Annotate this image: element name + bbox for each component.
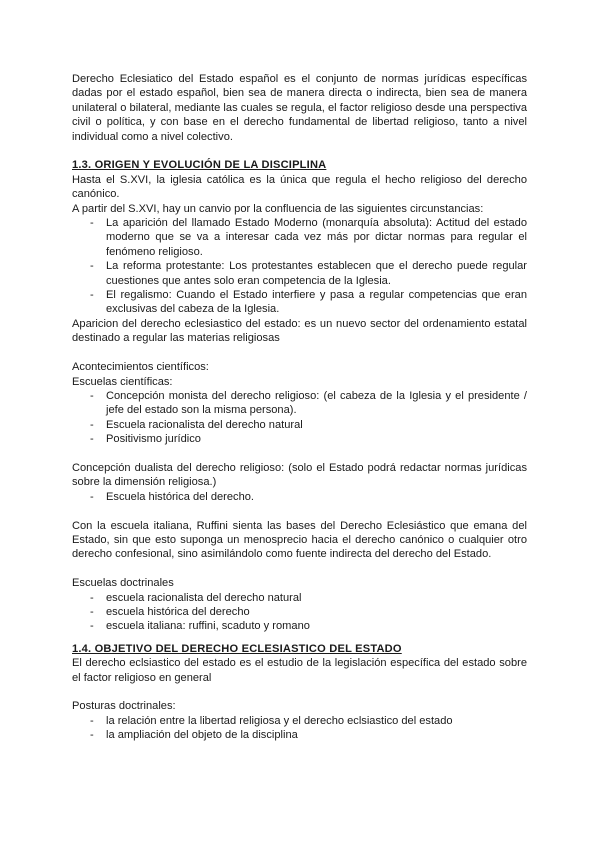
paragraph-a-partir: A partir del S.XVI, hay un canvio por la confluencia de las siguientes circunstancias: xyxy=(72,202,484,215)
list-item: - Concepción monista del derecho religioso: (el cabeza de la Iglesia y el presidente / jefe del estado son la misma persona). xyxy=(106,389,527,418)
circumstances-list xyxy=(72,216,527,317)
list-item: - El regalismo: Cuando el Estado interfiere y pasa a regular competencias que eran exclusivas del cabeza de la Iglesia. xyxy=(106,288,527,317)
scientific-schools-list xyxy=(72,389,527,447)
paragraph-acontecimientos: Acontecimientos científicos: xyxy=(72,361,209,374)
section-heading-objetivo: 1.4. OBJETIVO DEL DERECHO ECLESIASTICO DEL ESTADO xyxy=(72,642,402,655)
doctrinal-schools-list xyxy=(72,591,527,634)
list-item: - Escuela histórica del derecho. xyxy=(106,490,527,504)
section-heading-origen: 1.3. ORIGEN Y EVOLUCIÓN DE LA DISCIPLINA xyxy=(72,159,327,172)
paragraph-dualista: Concepción dualista del derecho religioso: (solo el Estado podrá redactar normas jurídicas sobre la dimensión religiosa.) xyxy=(72,461,527,489)
list-item: - escuela histórica del derecho xyxy=(106,605,527,619)
list-item: - la relación entre la libertad religiosa y el derecho eclsiastico del estado xyxy=(106,714,527,728)
list-item: - la ampliación del objeto de la disciplina xyxy=(106,728,527,742)
list-item: - La reforma protestante: Los protestantes establecen que el derecho puede regular cuestiones que antes solo eran competencia de la Iglesia. xyxy=(106,259,527,288)
intro-paragraph: Derecho Eclesiatico del Estado español es el conjunto de normas jurídicas específicas dadas por el estado español, bien sea de manera directa o indirecta, bien sea de manera unilateral o bilateral, mediante las cuales se regula, el factor religioso desde una perspectiva civil o política, y con base en el derecho fundamental de libertad religioso, tanto a nivel individual como a nivel colectivo. xyxy=(72,73,527,143)
list-item: - escuela racionalista del derecho natural xyxy=(106,591,527,605)
paragraph-hasta-s16: Hasta el S.XVI, la iglesia católica es la única que regula el hecho religioso del derecho canónico. xyxy=(72,173,527,201)
dualist-list xyxy=(72,490,527,504)
list-item: - Escuela racionalista del derecho natural xyxy=(106,418,527,432)
list-item: - escuela italiana: ruffini, scaduto y romano xyxy=(106,619,527,633)
list-item: - Positivismo jurídico xyxy=(106,432,527,446)
paragraph-derecho-eclsiastico: El derecho eclsiastico del estado es el estudio de la legislación específica del estado sobre el factor religioso en general xyxy=(72,657,527,684)
paragraph-escuelas-doctrinales: Escuelas doctrinales xyxy=(72,577,174,590)
paragraph-aparicion: Aparicion del derecho eclesiastico del estado: es un nuevo sector del ordenamiento estatal destinado a regular las materias religiosas xyxy=(72,317,527,345)
paragraph-escuelas-cientificas: Escuelas científicas: xyxy=(72,375,173,388)
postures-list xyxy=(72,714,527,743)
document-body xyxy=(72,72,527,743)
list-item: - La aparición del llamado Estado Moderno (monarquía absoluta): Actitud del estado moderno que se va a interesar cada vez más por dictar normas para regular el fenómeno religioso. xyxy=(106,216,527,259)
paragraph-escuela-italiana: Con la escuela italiana, Ruffini sienta las bases del Derecho Eclesiástico que emana del Estado, sin que esto suponga un menosprecio hacia el derecho canónico o cualquier otro derecho confesional, sino asimilándolo como fuente indirecta del derecho del Estado. xyxy=(72,519,527,561)
paragraph-posturas: Posturas doctrinales: xyxy=(72,700,176,713)
